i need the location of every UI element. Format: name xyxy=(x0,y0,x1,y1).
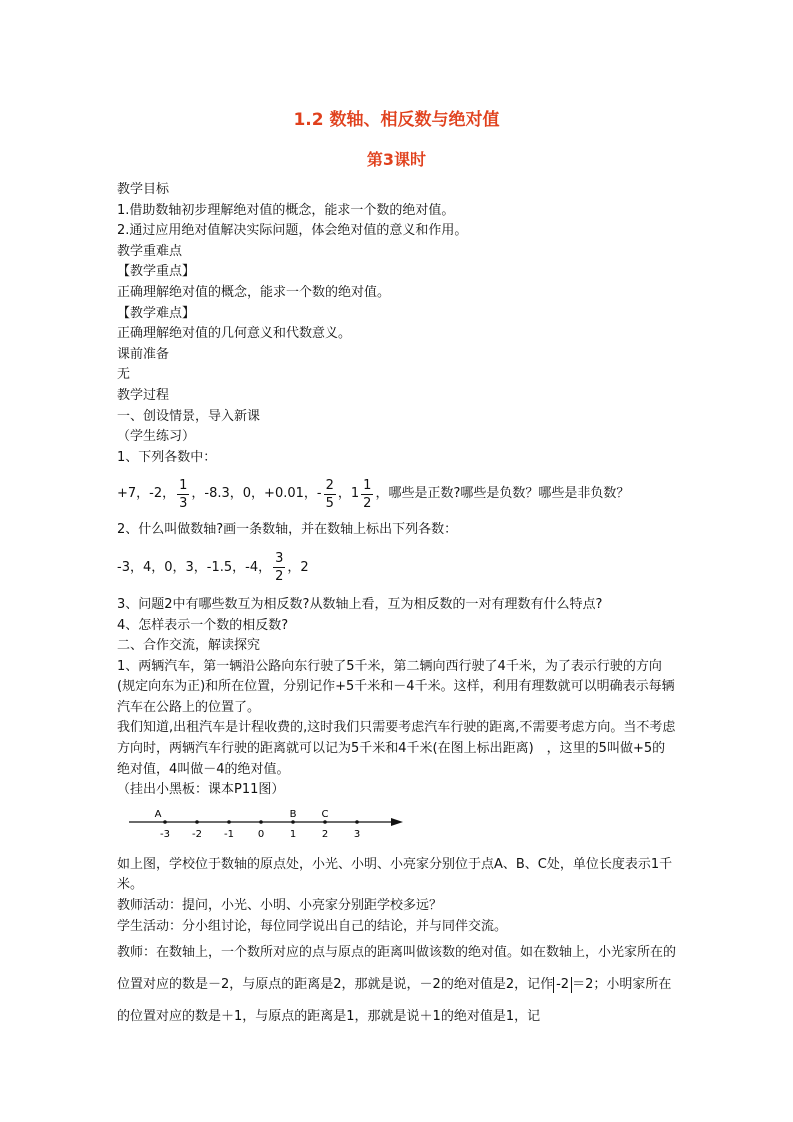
practice-label: （学生练习） xyxy=(117,429,196,445)
document-body xyxy=(117,180,677,1033)
q1-text: ，哪些是正数?哪些是负数？哪些是非负数？ xyxy=(375,486,630,502)
question-1-label: 1、下列各数中： xyxy=(117,449,217,465)
fraction xyxy=(361,477,373,512)
mixed-number xyxy=(351,477,376,512)
goals-heading: 教学目标 xyxy=(117,182,170,197)
q2-text: -3，4，0，3，-1.5，-4， xyxy=(117,559,272,575)
section-heading: 一、创设情景，导入新课 xyxy=(117,408,261,424)
section-heading: 二、合作交流，解读探究 xyxy=(117,638,261,654)
q1-text: +7，-2， xyxy=(117,486,176,502)
question-2-label: 2、什么叫做数轴?画一条数轴，并在数轴上标出下列各数： xyxy=(117,522,458,538)
difficulty-heading: 教学重难点 xyxy=(117,243,183,259)
number-line-figure xyxy=(125,807,410,849)
fraction-numerator: 1 xyxy=(179,477,188,493)
paragraph: 我们知道,出租汽车是计程收费的,这时我们只需要考虑汽车行驶的距离,不需要考虑方向。当不考虑方向时，两辆汽车行驶的距离就可以记为5千米和4千米(在图上标出距离) ，这里的5叫做+5的绝对值，4叫做－4的绝对值。 xyxy=(117,720,676,777)
fraction-denominator: 5 xyxy=(325,495,334,511)
mixed-whole: 1 xyxy=(350,486,360,502)
q1-text: ， xyxy=(337,486,351,502)
tick-mark xyxy=(259,820,263,824)
board-note: （挂出小黑板：课本P11图） xyxy=(117,782,285,798)
point-label: B xyxy=(289,808,297,820)
point-label: A xyxy=(154,808,162,820)
fraction xyxy=(273,550,285,585)
tick-mark xyxy=(291,820,295,824)
absolute-value: -2 xyxy=(553,977,572,993)
tick-label: 3 xyxy=(353,828,361,840)
tick-mark xyxy=(195,820,199,824)
goal-item: 1.借助数轴初步理解绝对值的概念，能求一个数的绝对值。 xyxy=(117,202,455,218)
fraction xyxy=(177,477,189,512)
teacher-activity: 教师活动：提问，小光、小明、小亮家分别距学校多远？ xyxy=(117,898,443,914)
tick-label: 0 xyxy=(257,828,265,840)
process-heading: 教学过程 xyxy=(117,387,170,403)
tick-mark xyxy=(355,820,359,824)
fraction-denominator: 2 xyxy=(363,495,372,511)
tick-label: 1 xyxy=(289,828,297,840)
tick-mark xyxy=(227,820,231,824)
student-activity: 学生活动：分小组讨论，每位同学说出自己的结论，并与同伴交流。 xyxy=(117,918,508,934)
key-text: 正确理解绝对值的概念，能求一个数的绝对值。 xyxy=(117,284,391,300)
question-3: 3、问题2中有哪些数互为相反数?从数轴上看，互为相反数的一对有理数有什么特点? xyxy=(117,596,603,612)
q1-text: ，-8.3，0，+0.01，- xyxy=(191,486,322,502)
teacher-text: ＝2；小明家所在的位置对应的数是＋1，与原点的距离是1，那就是说＋1的绝对值是1，记 xyxy=(117,977,672,1025)
goal-item: 2.通过应用绝对值解决实际问题，体会绝对值的意义和作用。 xyxy=(117,223,468,239)
paragraph: 如上图，学校位于数轴的原点处，小光、小明、小亮家分别位于点A、B、C处，单位长度表示1千米。 xyxy=(117,856,673,893)
teacher-text: 教师：在数轴上，一个数所对应的点与原点的距离叫做该数的绝对值。如在数轴上，小光家所在的位置对应的数是－2，与原点的距离是2，那就是说，－2的绝对值是2，记作 xyxy=(117,945,677,993)
key-heading: 【教学重点】 xyxy=(117,264,196,280)
tick-label: -3 xyxy=(160,828,170,840)
fraction xyxy=(324,477,336,512)
fraction-numerator: 3 xyxy=(275,551,284,567)
tick-label: -2 xyxy=(192,828,202,840)
tick-label: -1 xyxy=(224,828,234,840)
teacher-explanation xyxy=(117,937,677,1033)
hard-text: 正确理解绝对值的几何意义和代数意义。 xyxy=(117,326,352,342)
page-subtitle: 第3课时 xyxy=(366,150,427,169)
fraction-numerator: 1 xyxy=(363,477,372,493)
hard-heading: 【教学难点】 xyxy=(117,305,196,321)
prep-heading: 课前准备 xyxy=(117,346,170,362)
point-label: C xyxy=(321,808,329,820)
fraction-denominator: 3 xyxy=(179,495,188,511)
question-2-numbers xyxy=(117,541,677,595)
question-4: 4、怎样表示一个数的相反数? xyxy=(117,617,289,633)
tick-mark xyxy=(163,820,167,824)
number-line-arrowhead xyxy=(391,818,403,826)
prep-text: 无 xyxy=(117,367,131,383)
q2-text: ，2 xyxy=(287,559,309,575)
paragraph: 1、两辆汽车，第一辆沿公路向东行驶了5千米，第二辆向西行驶了4千米，为了表示行驶的方向(规定向东为正)和所在位置，分别记作+5千米和－4千米。这样，利用有理数就可以明确表示每辆汽车在公路上的位置了。 xyxy=(117,658,675,715)
question-1-numbers xyxy=(117,468,677,520)
fraction-numerator: 2 xyxy=(325,477,334,493)
tick-mark xyxy=(323,820,327,824)
page-title: 1.2 数轴、相反数与绝对值 xyxy=(293,110,500,130)
tick-label: 2 xyxy=(321,828,329,840)
fraction-denominator: 2 xyxy=(275,569,284,585)
